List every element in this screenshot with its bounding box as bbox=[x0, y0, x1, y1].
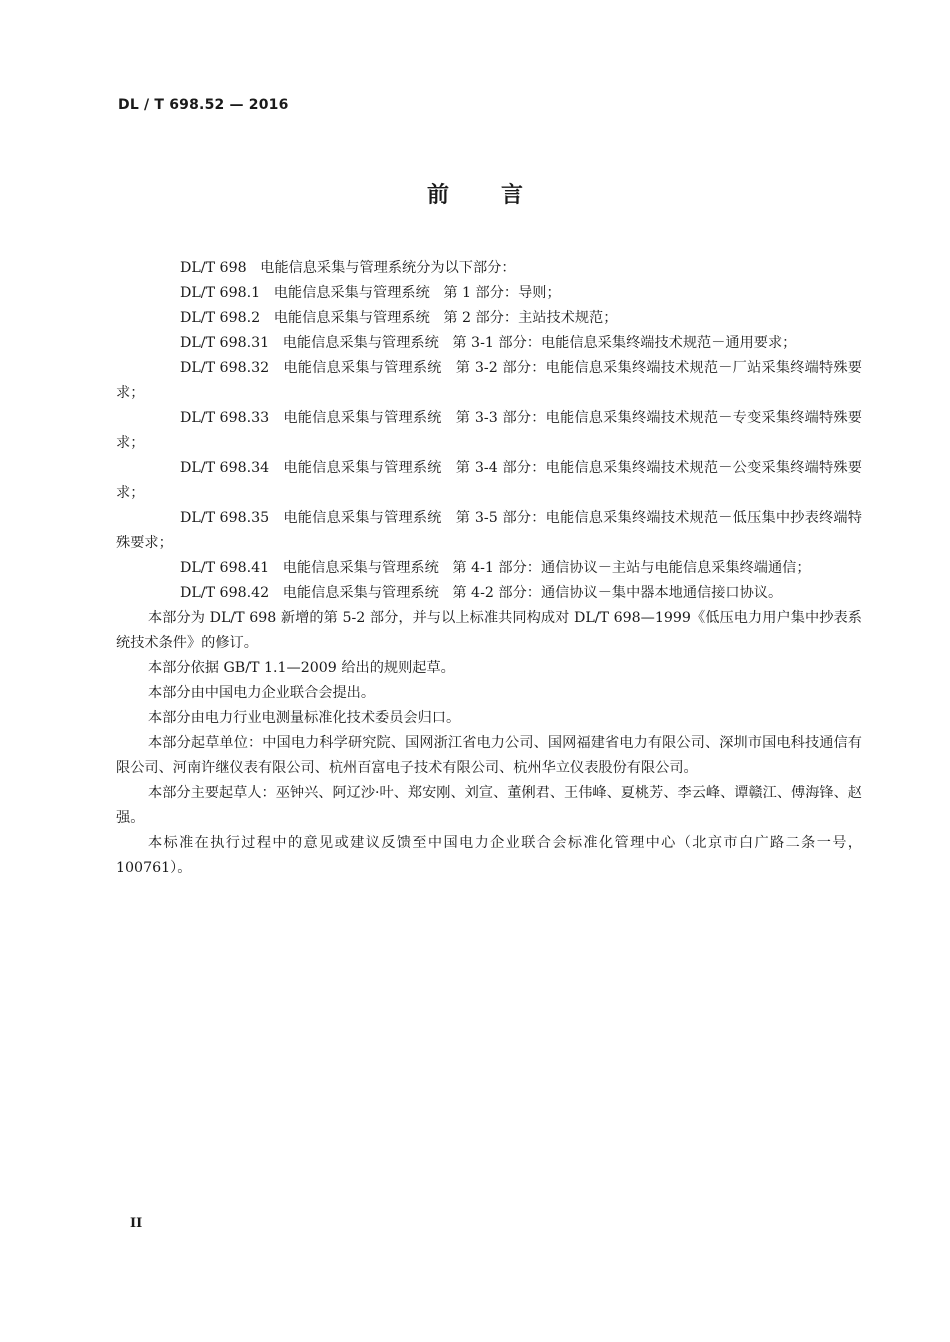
part-desc: 第 3-3 部分：电能信息采集终端技术规范－专变采集终端特殊要求； bbox=[116, 410, 862, 451]
part-desc: 第 3-2 部分：电能信息采集终端技术规范－厂站采集终端特殊要求； bbox=[116, 360, 862, 401]
page-number: II bbox=[130, 1216, 143, 1231]
part-item bbox=[116, 556, 862, 581]
part-code: DL/T 698.35 bbox=[180, 510, 270, 526]
part-item bbox=[116, 506, 862, 556]
part-code: DL/T 698.32 bbox=[180, 360, 270, 376]
part-code: DL/T 698.33 bbox=[180, 410, 270, 426]
part-desc: 第 4-1 部分：通信协议－主站与电能信息采集终端通信； bbox=[452, 560, 811, 576]
part-item bbox=[116, 306, 862, 331]
part-code: DL/T 698.2 bbox=[180, 310, 261, 326]
part-desc: 第 2 部分：主站技术规范； bbox=[443, 310, 618, 326]
part-code: DL/T 698.41 bbox=[180, 560, 270, 576]
part-system: 电能信息采集与管理系统 bbox=[283, 360, 442, 376]
part-item bbox=[116, 281, 862, 306]
part-system: 电能信息采集与管理系统 bbox=[282, 560, 439, 576]
title-char-1: 前 bbox=[426, 183, 449, 208]
part-code: DL/T 698.42 bbox=[180, 585, 270, 601]
part-code: DL/T 698.34 bbox=[180, 460, 270, 476]
part-desc: 第 3-4 部分：电能信息采集终端技术规范－公变采集终端特殊要求； bbox=[116, 460, 862, 501]
part-desc: 第 4-2 部分：通信协议－集中器本地通信接口协议。 bbox=[452, 585, 783, 601]
paragraph-drafting-units: 本部分起草单位：中国电力科学研究院、国网浙江省电力公司、国网福建省电力有限公司、深圳市国电科技通信有限公司、河南许继仪表有限公司、杭州百富电子技术有限公司、杭州华立仪表股份有限公司。 bbox=[116, 735, 862, 776]
title-char-2: 言 bbox=[501, 183, 524, 208]
part-desc: 第 1 部分：导则； bbox=[443, 285, 561, 301]
paragraph-committee: 本部分由电力行业电测量标准化技术委员会归口。 bbox=[148, 710, 461, 726]
parts-intro-text: 电能信息采集与管理系统分为以下部分： bbox=[260, 260, 516, 276]
part-item bbox=[116, 581, 862, 606]
part-item bbox=[116, 356, 862, 406]
part-code: DL/T 698.31 bbox=[180, 335, 270, 351]
part-system: 电能信息采集与管理系统 bbox=[273, 285, 430, 301]
paragraph-drafting-rules: 本部分依据 GB/T 1.1—2009 给出的规则起草。 bbox=[148, 660, 455, 676]
part-desc: 第 3-1 部分：电能信息采集终端技术规范－通用要求； bbox=[452, 335, 797, 351]
section-title-foreword bbox=[0, 178, 950, 209]
paragraph-drafters: 本部分主要起草人：巫钟兴、阿辽沙·叶、郑安刚、刘宣、董俐君、王伟峰、夏桃芳、李云峰、谭赣江、傅海锋、赵强。 bbox=[116, 785, 862, 826]
paragraph-proposer: 本部分由中国电力企业联合会提出。 bbox=[148, 685, 376, 701]
part-item bbox=[116, 406, 862, 456]
paragraph-feedback: 本标准在执行过程中的意见或建议反馈至中国电力企业联合会标准化管理中心（北京市白广路二条一号，100761）。 bbox=[116, 835, 862, 876]
part-item bbox=[116, 331, 862, 356]
document-number: DL / T 698.52 — 2016 bbox=[118, 97, 289, 113]
part-system: 电能信息采集与管理系统 bbox=[283, 460, 442, 476]
part-code: DL/T 698.1 bbox=[180, 285, 261, 301]
part-system: 电能信息采集与管理系统 bbox=[282, 335, 439, 351]
part-desc: 第 3-5 部分：电能信息采集终端技术规范－低压集中抄表终端特殊要求； bbox=[116, 510, 862, 551]
paragraph-revision: 本部分为 DL/T 698 新增的第 5-2 部分，并与以上标准共同构成对 DL/T 698—1999《低压电力用户集中抄表系统技术条件》的修订。 bbox=[116, 610, 862, 651]
part-system: 电能信息采集与管理系统 bbox=[283, 510, 442, 526]
part-system: 电能信息采集与管理系统 bbox=[282, 585, 439, 601]
parts-intro-code: DL/T 698 bbox=[180, 260, 247, 276]
part-item bbox=[116, 456, 862, 506]
part-system: 电能信息采集与管理系统 bbox=[273, 310, 430, 326]
part-system: 电能信息采集与管理系统 bbox=[283, 410, 442, 426]
parts-intro bbox=[116, 256, 862, 281]
foreword-body bbox=[116, 256, 862, 881]
